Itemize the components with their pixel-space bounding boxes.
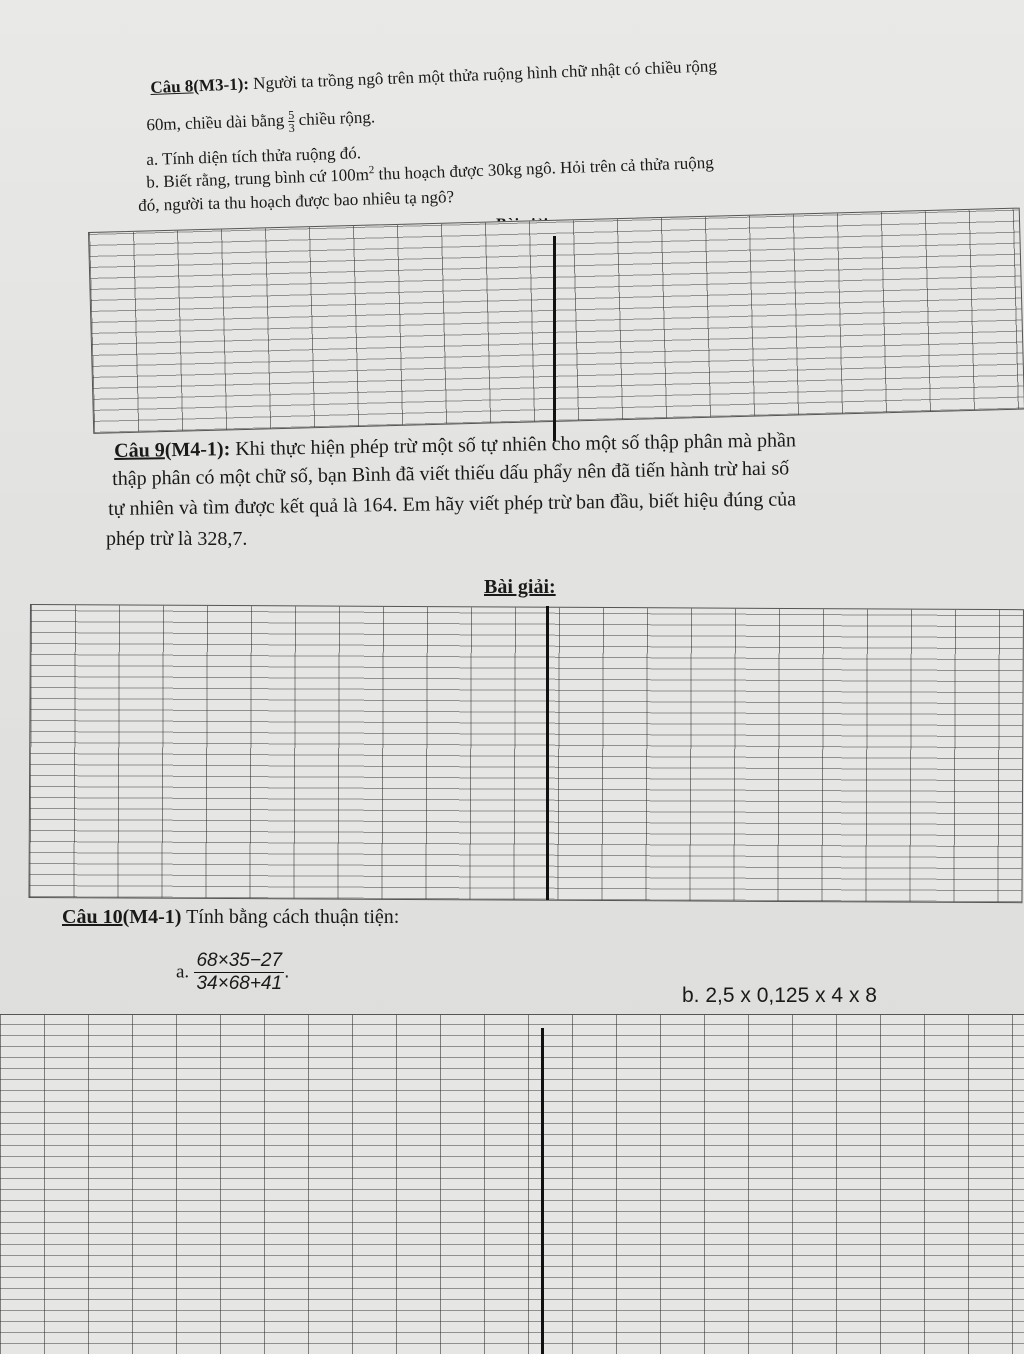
q10-level: (M4-1) (122, 906, 182, 928)
q8-fraction-den: 3 (288, 120, 295, 136)
q8-part-b-line3: đó, người ta thu hoạch được bao nhiêu tạ ngô? (138, 187, 455, 215)
q9-line4: phép trừ là 328,7. (106, 528, 248, 550)
q8-line1-text: Người ta trồng ngô trên một thửa ruộng hình chữ nhật có chiều rộng (252, 56, 718, 94)
q10-part-a-num: 68×35−27 (196, 950, 283, 971)
q8-grid-divider (553, 236, 556, 441)
q10-grid-divider (541, 1028, 544, 1354)
q9-answer-grid (28, 604, 1024, 903)
q8-label: Câu 8 (150, 76, 194, 97)
q8-line1 (150, 56, 717, 98)
q10-part-a (176, 950, 289, 995)
q9-solution-heading: Bài giải: (484, 576, 556, 598)
q8-part-b-2: thu hoạch được 30kg ngô. Hỏi trên cả thửa ruộng (378, 152, 714, 184)
q10-part-a-fraction (194, 950, 284, 995)
q9-level: (M4-1): (164, 438, 231, 462)
q8-line2 (146, 106, 376, 139)
q8-part-a: a. Tính diện tích thửa ruộng đó. (146, 143, 362, 169)
q8-answer-grid (88, 208, 1024, 434)
q9-line2: thập phân có một chữ số, bạn Bình đã viết thiếu dấu phẩy nên đã tiến hành trừ hai số (112, 457, 790, 490)
q8-line2-b: chiều rộng. (298, 107, 376, 130)
q9-line1-text: Khi thực hiện phép trừ một số tự nhiên cho một số thập phân mà phần (235, 429, 797, 461)
q8-level: (M3-1): (192, 74, 250, 96)
q8-part-b-1: b. Biết rằng, trung bình cứ 100m (146, 164, 370, 192)
q10-title (62, 906, 399, 929)
q8-line2-a: 60m, chiều dài bằng (146, 110, 285, 135)
q8-part-b-sup: 2 (368, 164, 375, 177)
q10-label: Câu 10 (62, 906, 123, 928)
q8-fraction-num: 5 (287, 107, 295, 123)
q9-label: Câu 9 (114, 439, 165, 462)
q10-answer-grid (0, 1014, 1024, 1354)
q10-part-a-end: . (284, 961, 290, 983)
q9-grid-divider (546, 606, 549, 900)
q8-fraction (288, 109, 295, 134)
q10-title-text: Tính bằng cách thuận tiện: (186, 906, 400, 928)
q10-part-b: b. 2,5 x 0,125 x 4 x 8 (682, 984, 877, 1007)
q10-part-a-label: a. (176, 961, 190, 983)
q9-line3: tự nhiên và tìm được kết quả là 164. Em hãy viết phép trừ ban đầu, biết hiệu đúng của (108, 488, 797, 520)
q10-part-a-den: 34×68+41 (196, 973, 283, 994)
